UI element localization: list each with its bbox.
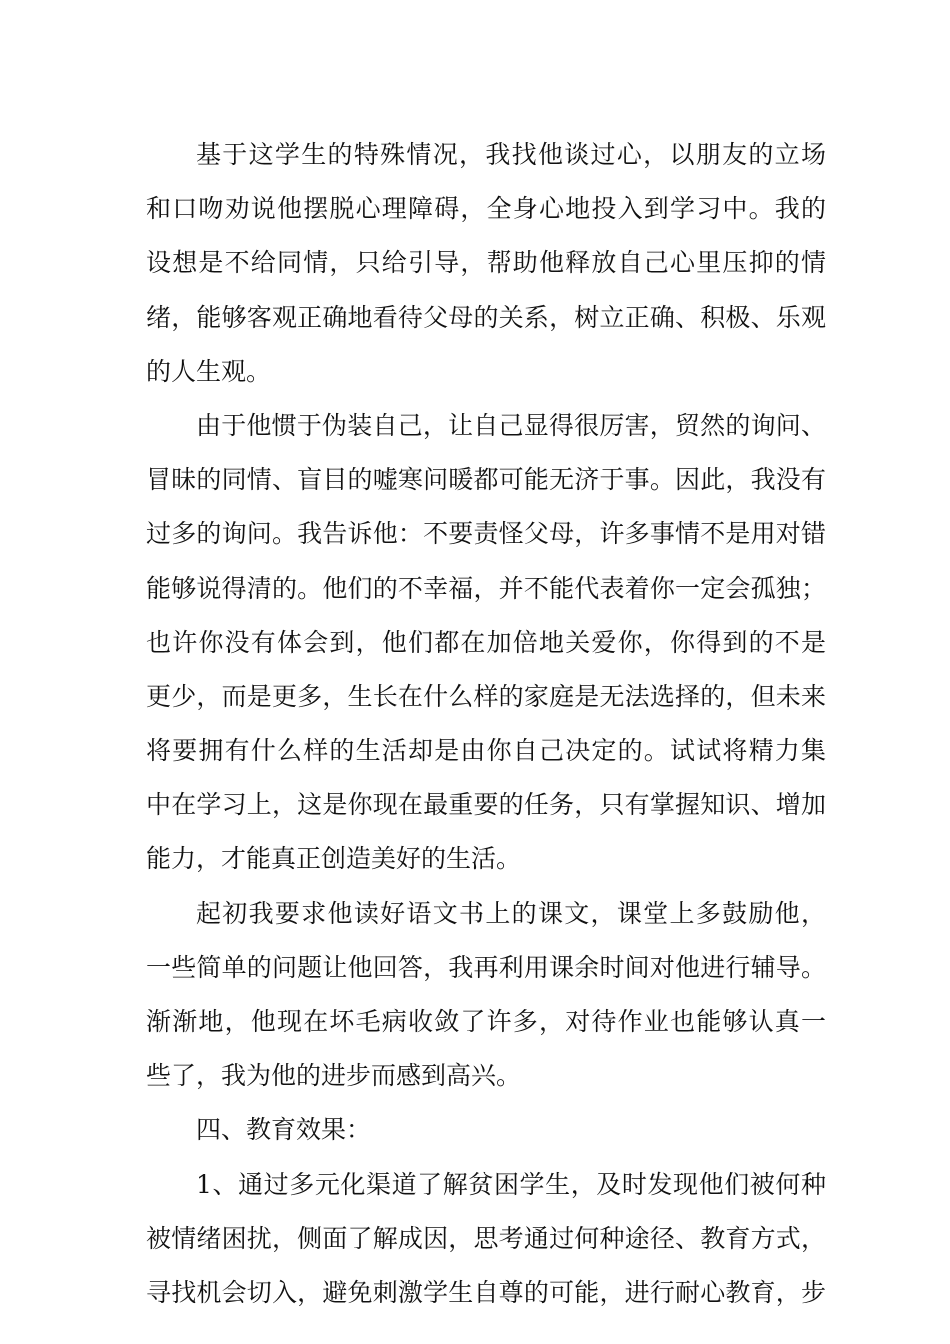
paragraph-2-line-4: 能够说得清的。他们的不幸福，并不能代表着你一定会孤独； <box>146 573 826 603</box>
paragraph-3-line-2: 一些简单的问题让他回答，我再利用课余时间对他进行辅导。 <box>146 952 826 982</box>
paragraph-1-line-5: 的人生观。 <box>146 356 272 386</box>
paragraph-4-line-3: 寻找机会切入，避免刺激学生自尊的可能，进行耐心教育，步 <box>146 1277 826 1307</box>
paragraph-4-line-1: 1、通过多元化渠道了解贫困学生，及时发现他们被何种 <box>196 1169 826 1199</box>
paragraph-2-line-3: 过多的询问。我告诉他：不要责怪父母，许多事情不是用对错 <box>146 519 826 549</box>
paragraph-1-line-3: 设想是不给同情，只给引导，帮助他释放自己心里压抑的情 <box>146 248 826 278</box>
paragraph-3-line-1: 起初我要求他读好语文书上的课文，课堂上多鼓励他， <box>196 898 826 928</box>
paragraph-1-line-1: 基于这学生的特殊情况，我找他谈过心，以朋友的立场 <box>196 140 826 169</box>
paragraph-2-line-9: 能力，才能真正创造美好的生活。 <box>146 844 522 874</box>
paragraph-2-line-1: 由于他惯于伪装自己，让自己显得很厉害，贸然的询问、 <box>196 410 826 440</box>
paragraph-2-line-8: 中在学习上，这是你现在最重要的任务，只有掌握知识、增加 <box>146 790 826 820</box>
paragraph-2-line-6: 更少，而是更多，生长在什么样的家庭是无法选择的，但未来 <box>146 681 826 711</box>
paragraph-1-line-2: 和口吻劝说他摆脱心理障碍，全身心地投入到学习中。我的 <box>146 194 826 224</box>
paragraph-1-line-4: 绪，能够客观正确地看待父母的关系，树立正确、积极、乐观 <box>146 302 826 332</box>
paragraph-2-line-5: 也许你没有体会到，他们都在加倍地关爱你，你得到的不是 <box>146 627 826 657</box>
paragraph-2-line-7: 将要拥有什么样的生活却是由你自己决定的。试试将精力集 <box>146 736 826 766</box>
paragraph-3-line-3: 渐渐地，他现在坏毛病收敛了许多，对待作业也能够认真一 <box>146 1007 826 1036</box>
section-heading-education-effect: 四、教育效果： <box>196 1115 372 1145</box>
document-body <box>146 128 826 1320</box>
paragraph-2-line-2: 冒昧的同情、盲目的嘘寒问暖都可能无济于事。因此，我没有 <box>146 465 826 495</box>
paragraph-4-line-2: 被情绪困扰，侧面了解成因，思考通过何种途径、教育方式， <box>146 1223 826 1253</box>
paragraph-3-line-4: 些了，我为他的进步而感到高兴。 <box>146 1061 522 1091</box>
